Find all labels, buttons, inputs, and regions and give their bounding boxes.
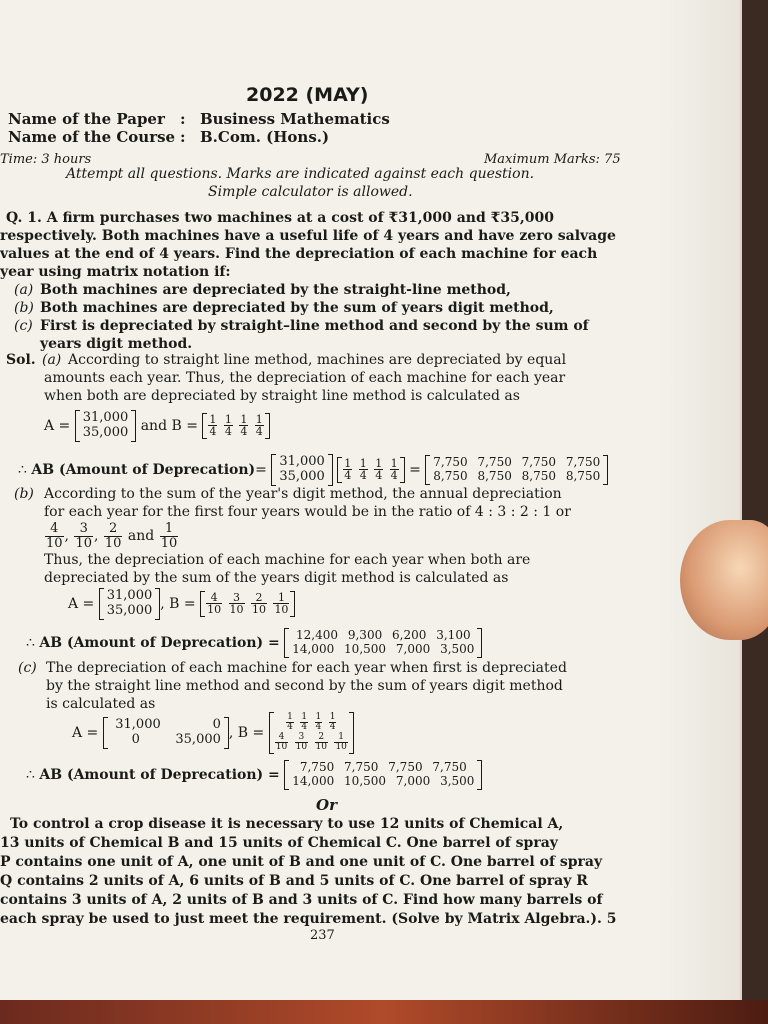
sol-b-line: Thus, the depreciation of each machine for each year when both are: [44, 552, 531, 568]
matrix-cell: 10,500: [344, 773, 387, 788]
sol-a-line: amounts each year. Thus, the depreciation of each machine for each year: [44, 370, 566, 386]
matrix-cell: 8,750: [477, 468, 512, 483]
fraction: $\frac{1}{4}$: [375, 456, 383, 483]
matrix-cell: 3,500: [440, 773, 475, 788]
matrix-equation-c: A = 31,000 0 0 35,000 , B = $\frac{1}{4}$ $\frac{1}{4}$ $\frac{1}{4}$ $\frac{1}{4}$ $\frac{4}{10}$ $\frac{3}{10}$ $\frac{2}{10}$ $\frac{1}{10}$: [72, 712, 354, 754]
fraction: $\frac{3}{10}$: [229, 590, 244, 617]
fraction: $\frac{4}{10}$: [275, 731, 288, 753]
therefore-symbol: ∴: [26, 634, 35, 651]
matrix-cell: 8,750: [521, 468, 557, 483]
maximum-marks: Maximum Marks: 75: [484, 152, 621, 167]
matrix-cell: 7,000: [395, 773, 431, 788]
fraction: $\frac{1}{4}$: [344, 456, 352, 483]
matrix-cell: 3,100: [436, 628, 471, 642]
fraction: $\frac{1}{4}$: [255, 412, 263, 439]
a-label: A =: [68, 595, 95, 612]
therefore-symbol: ∴: [18, 461, 27, 478]
matrix-cell: 31,000: [106, 588, 153, 603]
matrix-equation-b: A = 31,000 35,000 , B = $\frac{4}{10}$ $\frac{3}{10}$ $\frac{2}{10}$ $\frac{1}{10}$: [68, 588, 295, 620]
fraction: $\frac{1}{4}$: [390, 456, 398, 483]
paper-name-value: Business Mathematics: [200, 110, 390, 128]
matrix-cell: 0: [212, 716, 221, 732]
instruction-calculator: Simple calculator is allowed.: [208, 184, 413, 200]
ab-label: AB (Amount of Deprecation): [31, 461, 256, 478]
ab-equation-c: [26, 760, 482, 790]
fraction: $\frac{1}{10}$: [160, 521, 178, 551]
fraction: $\frac{1}{4}$: [224, 412, 232, 439]
matrix-ab-result-c: [284, 760, 482, 790]
equals: =: [255, 461, 267, 478]
q1-line: respectively. Both machines have a useful life of 4 years and have zero salvage: [0, 228, 616, 244]
or-separator: Or: [316, 796, 337, 814]
matrix-cell: 31,000: [115, 716, 161, 732]
q1-line: Q. 1. A firm purchases two machines at a cost of ₹31,000 and ₹35,000: [6, 210, 554, 226]
matrix-cell: 8,750: [433, 468, 468, 483]
part-c-text: First is depreciated by straight–line method and second by the sum of: [40, 318, 589, 334]
fraction: $\frac{1}{10}$: [274, 590, 289, 617]
sol-c-line: by the straight line method and second by the sum of years digit method: [46, 678, 563, 694]
matrix-cell: 7,750: [521, 455, 557, 470]
fraction: $\frac{1}{4}$: [359, 456, 367, 483]
fraction: $\frac{3}{10}$: [75, 521, 92, 551]
part-b-label: (b): [14, 300, 34, 316]
matrix-b: [202, 413, 269, 439]
part-a-label: (a): [14, 282, 34, 298]
matrix-ab-result-a: [425, 455, 608, 485]
course-name-label: Name of the Course: [8, 128, 176, 146]
fraction: $\frac{4}{10}$: [46, 521, 63, 551]
matrix-cell: 9,300: [347, 628, 383, 642]
q2-line: To control a crop disease it is necessary to use 12 units of Chemical A,: [10, 816, 564, 832]
q1-line: values at the end of 4 years. Find the depreciation of each machine for each: [0, 246, 598, 262]
q2-line: Q contains 2 units of A, 6 units of B and 5 units of C. One barrel of spray R: [0, 873, 588, 889]
matrix-cell: 8,750: [565, 468, 601, 483]
fraction: $\frac{1}{10}$: [335, 731, 347, 753]
page-number: 237: [310, 928, 335, 943]
matrix-b-mixed: [269, 712, 354, 754]
fraction: $\frac{2}{10}$: [315, 731, 327, 753]
matrix-cell: 35,000: [175, 731, 221, 747]
matrix-a: [75, 410, 137, 442]
fraction: $\frac{1}{4}$: [209, 412, 217, 439]
matrix-b: [337, 457, 404, 483]
ab-label: AB (Amount of Deprecation) =: [39, 634, 280, 651]
matrix-cell: 3,500: [440, 641, 475, 656]
instruction-attempt: Attempt all questions. Marks are indicated against each question.: [66, 166, 535, 182]
sol-c-line: The depreciation of each machine for each year when first is depreciated: [46, 660, 567, 676]
q2-line: 13 units of Chemical B and 15 units of Chemical C. One barrel of spray: [0, 835, 558, 851]
ab-equation-b: [26, 628, 482, 658]
fraction: $\frac{1}{4}$: [301, 712, 308, 733]
matrix-cell: 12,400: [296, 628, 339, 642]
exam-title: 2022 (MAY): [246, 84, 369, 106]
colon: :: [180, 128, 186, 146]
matrix-cell: 0: [131, 731, 140, 747]
background-fabric: [0, 1000, 768, 1024]
therefore-symbol: ∴: [26, 766, 35, 783]
part-c-label: (c): [14, 318, 33, 334]
part-a-text: Both machines are depreciated by the straight-line method,: [40, 282, 511, 298]
paper-name-label: Name of the Paper: [8, 110, 165, 128]
fraction: $\frac{1}{4}$: [240, 412, 248, 439]
q2-line: each spray be used to just meet the requirement. (Solve by Matrix Algebra.). 5: [0, 911, 617, 927]
fraction: $\frac{1}{4}$: [315, 712, 322, 733]
b-label: B =: [169, 595, 196, 612]
fraction: $\frac{1}{4}$: [287, 712, 293, 733]
matrix-a-diagonal: [103, 717, 229, 749]
q1-line: year using matrix notation if:: [0, 264, 231, 280]
fraction: $\frac{3}{10}$: [295, 731, 308, 753]
fraction: $\frac{2}{10}$: [251, 590, 266, 617]
matrix-a: [271, 454, 333, 486]
colon: :: [180, 110, 186, 128]
sol-b-line: for each year for the first four years would be in the ratio of 4 : 3 : 2 : 1 or: [44, 504, 571, 520]
ratio-fractions: $\frac{4}{10}$ , $\frac{3}{10}$ , $\frac{2}{10}$ and $\frac{1}{10}$: [46, 521, 178, 551]
part-b-text: Both machines are depreciated by the sum of years digit method,: [40, 300, 554, 316]
b-label: B =: [237, 724, 265, 741]
matrix-cell: 7,750: [388, 760, 423, 774]
q2-line: P contains one unit of A, one unit of B and one unit of C. One barrel of spray: [0, 854, 603, 870]
matrix-cell: 10,500: [344, 641, 387, 656]
matrix-cell: 35,000: [106, 602, 153, 618]
matrix-cell: 35,000: [279, 468, 325, 484]
matrix-cell: 7,750: [433, 455, 468, 470]
matrix-cell: 31,000: [279, 454, 325, 469]
part-c-text-cont: years digit method.: [40, 336, 193, 352]
matrix-cell: 7,750: [299, 760, 335, 774]
sol-a-line: According to straight line method, machines are depreciated by equal: [68, 352, 567, 368]
a-label: A =: [72, 724, 99, 741]
matrix-b-syd: [200, 591, 295, 617]
matrix-cell: 7,750: [344, 760, 379, 774]
sol-b-line: depreciated by the sum of the years digit method is calculated as: [44, 570, 509, 586]
fraction: $\frac{2}{10}$: [104, 521, 122, 551]
and-word: and: [127, 528, 155, 545]
and-b-label: and B =: [140, 417, 198, 434]
matrix-cell: 14,000: [292, 641, 335, 656]
matrix-a: [99, 588, 161, 620]
sol-b-line: According to the sum of the year's digit method, the annual depreciation: [44, 486, 562, 502]
matrix-cell: 31,000: [82, 410, 129, 425]
matrix-cell: 6,200: [392, 628, 427, 642]
sol-a-label: (a): [42, 352, 62, 368]
sol-c-label: (c): [18, 660, 37, 676]
a-label: A =: [44, 417, 71, 434]
fraction: $\frac{4}{10}$: [207, 590, 222, 617]
q2-line: contains 3 units of A, 2 units of B and 3 units of C. Find how many barrels of: [0, 892, 603, 908]
sol-b-label: (b): [14, 486, 34, 502]
fraction: $\frac{1}{4}$: [329, 712, 336, 733]
matrix-cell: 7,750: [565, 455, 601, 470]
sol-label: Sol.: [6, 352, 36, 368]
matrix-cell: 7,000: [395, 641, 431, 656]
sol-c-line: is calculated as: [46, 696, 156, 712]
matrix-equation-a: [44, 410, 270, 442]
ab-label: AB (Amount of Deprecation) =: [39, 766, 280, 783]
matrix-cell: 7,750: [477, 455, 512, 470]
matrix-ab-result-b: [284, 628, 482, 658]
matrix-cell: 35,000: [82, 424, 129, 440]
ab-equation-a: [18, 454, 608, 486]
matrix-cell: 7,750: [432, 760, 467, 774]
sol-a-line: when both are depreciated by straight line method is calculated as: [44, 388, 520, 404]
matrix-cell: 14,000: [292, 773, 335, 788]
course-name-value: B.Com. (Hons.): [200, 128, 330, 146]
time-allowed: Time: 3 hours: [0, 152, 92, 167]
equals: =: [409, 461, 421, 478]
